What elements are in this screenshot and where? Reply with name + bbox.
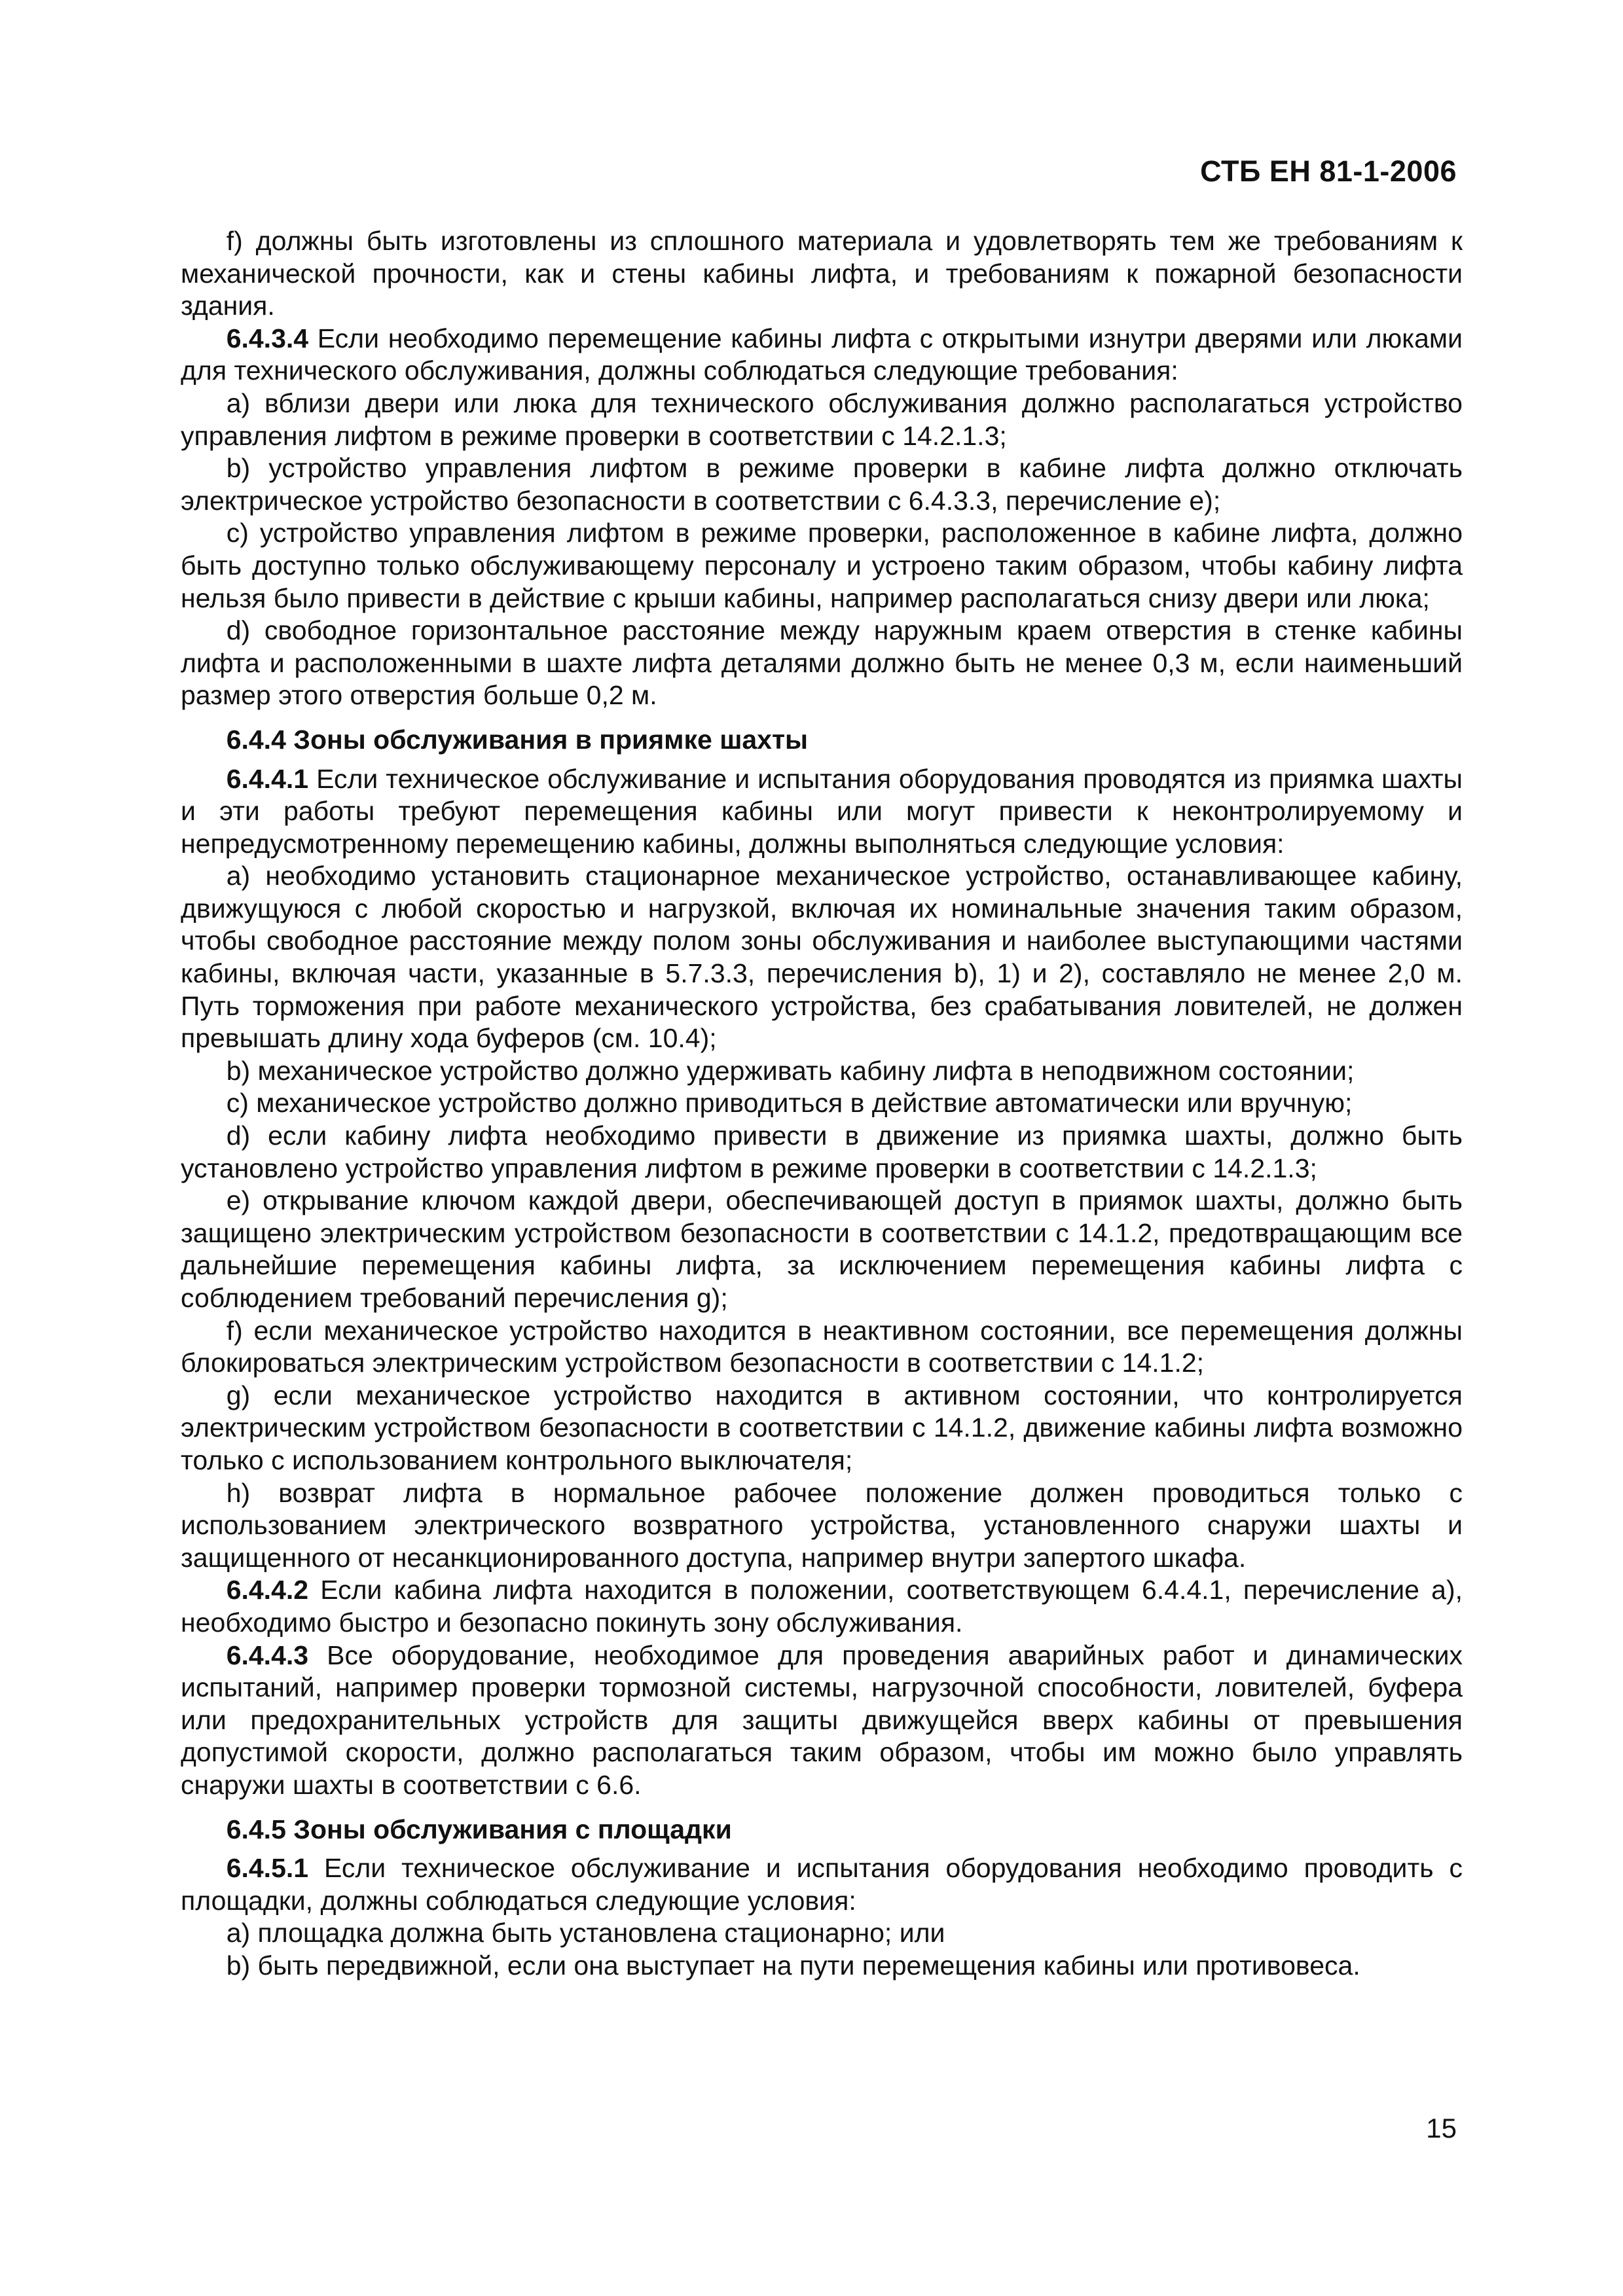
body-paragraph (181, 387, 1463, 452)
paragraph-text: с) механическое устройство должно приводиться в действие автоматически или вручную; (226, 1088, 1353, 1119)
body-paragraph (181, 1640, 1463, 1802)
clause-number: 6.4.3.4 (226, 323, 309, 353)
paragraph-text: d) если кабину лифта необходимо привести в движение из приямка шахты, должно быть установлено устройство управления лифтом в режиме проверки в соответствии с 14.2.1.3; (181, 1121, 1463, 1183)
paragraph-text: g) если механическое устройство находится в активном состоянии, что контролируется электрическим устройством безопасности в соответствии с 14.1.2, движение кабины лифта возможно только с использованием контрольного выключателя; (181, 1380, 1463, 1475)
body-paragraph (181, 1950, 1463, 1982)
paragraph-text: а) площадка должна быть установлена стационарно; или (226, 1918, 945, 1948)
body-paragraph (181, 517, 1463, 615)
paragraph-text: Если техническое обслуживание и испытания оборудования необходимо проводить с площадки, должны соблюдаться следующие условия: (181, 1853, 1463, 1916)
paragraph-text: Если необходимо перемещение кабины лифта с открытыми изнутри дверями или люками для технического обслуживания, должны соблюдаться следующие требования: (181, 323, 1463, 386)
paragraph-text: Если кабина лифта находится в положении, соответствующем 6.4.4.1, перечисление а), необходимо быстро и безопасно покинуть зону обслуживания. (181, 1575, 1463, 1638)
body-paragraph (181, 1380, 1463, 1477)
body-paragraph (181, 225, 1463, 323)
body-paragraph (181, 1185, 1463, 1314)
paragraph-text: а) вблизи двери или люка для технического обслуживания должно располагаться устройство управления лифтом в режиме проверки в соответствии с 14.2.1.3; (181, 387, 1463, 451)
body-paragraph (181, 1574, 1463, 1639)
body-paragraph (181, 1315, 1463, 1380)
body-paragraph (181, 615, 1463, 712)
clause-number: 6.4.5.1 (226, 1853, 309, 1884)
body-paragraph (181, 452, 1463, 517)
body-paragraph (181, 1852, 1463, 1917)
paragraph-text: h) возврат лифта в нормальное рабочее положение должен проводиться только с использованием электрического возвратного устройства, установленного снаружи шахты и защищенного от несанкционированного доступа, например внутри запертого шкафа. (181, 1477, 1463, 1573)
body-paragraph (181, 1120, 1463, 1185)
paragraph-text: b) быть передвижной, если она выступает на пути перемещения кабины или противовеса. (226, 1950, 1360, 1981)
paragraph-text: b) устройство управления лифтом в режиме проверки в кабине лифта должно отключать электрическое устройство безопасности в соответствии с 6.4.3.3, перечисление е); (181, 453, 1463, 516)
paragraph-text: b) механическое устройство должно удерживать кабину лифта в неподвижном состоянии; (226, 1055, 1355, 1086)
section-heading: 6.4.5 Зоны обслуживания с площадки (226, 1814, 732, 1844)
clause-number: 6.4.4.3 (226, 1640, 309, 1670)
paragraph-text: с) устройство управления лифтом в режиме проверки, расположенное в кабине лифта, должно быть доступно только обслуживающему персоналу и устроено таким образом, чтобы кабину лифта нельзя было привести в действие с крыши кабины, например располагаться снизу двери или люка; (181, 518, 1463, 613)
document-body (181, 225, 1463, 1982)
body-paragraph (181, 1477, 1463, 1575)
document-header: СТБ ЕН 81-1-2006 (1200, 154, 1457, 188)
body-paragraph (181, 1055, 1463, 1088)
paragraph-text: а) необходимо установить стационарное механическое устройство, останавливающее кабину, движущуюся с любой скоростью и нагрузкой, включая их номинальные значения таким образом, чтобы свободное расстояние между полом зоны обслуживания и наиболее выступающими частями кабины, включая части, указанные в 5.7.3.3, перечисления b), 1) и 2), составляло не менее 2,0 м. Путь торможения при работе механического устройства, без срабатывания ловителей, не должен превышать длину хода буферов (см. 10.4); (181, 861, 1463, 1054)
section-heading: 6.4.4 Зоны обслуживания в приямке шахты (226, 724, 809, 755)
body-paragraph (181, 1917, 1463, 1950)
paragraph-text: Все оборудование, необходимое для проведения аварийных работ и динамических испытаний, например проверки тормозной системы, нагрузочной способности, ловителей, буфера или предохранительных устройств для защиты движущейся вверх кабины от превышения допустимой скорости, должно располагаться таким образом, чтобы им можно было управлять снаружи шахты в соответствии с 6.6. (181, 1640, 1463, 1800)
clause-number: 6.4.4.1 (226, 763, 309, 794)
paragraph-text: f) должны быть изготовлены из сплошного материала и удовлетворять тем же требованиям к механической прочности, как и стены кабины лифта, и требованиям к пожарной безопасности здания. (181, 226, 1463, 321)
paragraph-text: d) свободное горизонтальное расстояние между наружным краем отверстия в стенке кабины лифта и расположенными в шахте лифта деталями должно быть не менее 0,3 м, если наименьший размер этого отверстия больше 0,2 м. (181, 615, 1463, 711)
paragraph-text: е) открывание ключом каждой двери, обеспечивающей доступ в приямок шахты, должно быть защищено электрическим устройством безопасности в соответствии с 14.1.2, предотвращающим все дальнейшие перемещения кабины лифта, за исключением перемещения кабины лифта с соблюдением требований перечисления g); (181, 1185, 1463, 1313)
body-paragraph (181, 1087, 1463, 1120)
body-paragraph (181, 763, 1463, 861)
paragraph-text: Если техническое обслуживание и испытания оборудования проводятся из приямка шахты и эти работы требуют перемещения кабины или могут привести к неконтролируемому и непредусмотренному перемещению кабины, должны выполняться следующие условия: (181, 763, 1463, 859)
clause-number: 6.4.4.2 (226, 1575, 309, 1605)
paragraph-text: f) если механическое устройство находится в неактивном состоянии, все перемещения должны блокироваться электрическим устройством безопасности в соответствии с 14.1.2; (181, 1315, 1463, 1378)
page-number: 15 (1426, 2113, 1457, 2144)
body-paragraph (181, 323, 1463, 387)
body-paragraph (181, 860, 1463, 1055)
